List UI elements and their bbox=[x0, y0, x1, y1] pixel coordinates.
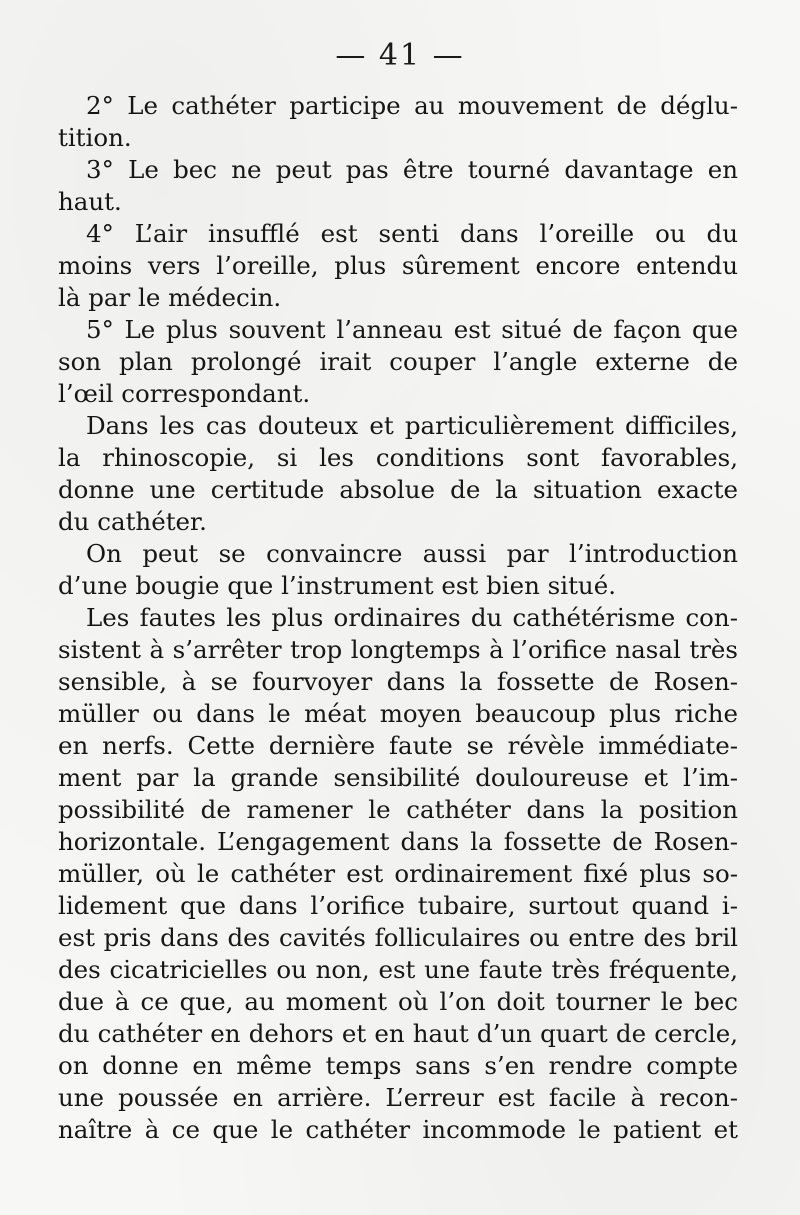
text-line: horizontale. L’engagement dans la fossette de Rosen- bbox=[58, 827, 738, 856]
body-text bbox=[58, 90, 738, 1146]
text-line: ment par la grande sensibilité douloureuse et l’im- bbox=[58, 763, 738, 792]
text-line: Les fautes les plus ordinaires du cathétérisme con- bbox=[86, 603, 738, 632]
text-line: là par le médecin. bbox=[58, 283, 282, 312]
text-line: Dans les cas douteux et particulièrement difficiles, bbox=[86, 411, 738, 440]
text-line: possibilité de ramener le cathéter dans la position bbox=[58, 795, 738, 824]
text-line: l’œil correspondant. bbox=[58, 379, 311, 408]
text-line: en nerfs. Cette dernière faute se révèle immédiate- bbox=[58, 731, 738, 760]
text-line: une poussée en arrière. L’erreur est facile à recon- bbox=[58, 1083, 738, 1112]
text-line: 4° L’air insufflé est senti dans l’oreille ou du bbox=[86, 219, 738, 248]
text-line: moins vers l’oreille, plus sûrement encore entendu bbox=[58, 251, 738, 280]
text-line: sistent à s’arrêter trop longtemps à l’orifice nasal très bbox=[58, 635, 738, 664]
text-line: sensible, à se fourvoyer dans la fossette de Rosen- bbox=[58, 667, 738, 696]
text-line: son plan prolongé irait couper l’angle externe de bbox=[58, 347, 738, 376]
text-line: du cathéter. bbox=[58, 507, 207, 536]
text-line: du cathéter en dehors et en haut d’un quart de cercle, bbox=[58, 1019, 738, 1048]
text-line: on donne en même temps sans s’en rendre compte bbox=[58, 1051, 738, 1080]
text-line: müller, où le cathéter est ordinairement fixé plus so- bbox=[58, 859, 738, 888]
page-number: — 41 — bbox=[335, 38, 465, 73]
text-line: d’une bougie que l’instrument est bien situé. bbox=[58, 571, 616, 600]
text-line: donne une certitude absolue de la situation exacte bbox=[58, 475, 738, 504]
text-line: haut. bbox=[58, 187, 122, 216]
text-line: 2° Le cathéter participe au mouvement de déglu- bbox=[86, 91, 738, 120]
text-line: la rhinoscopie, si les conditions sont favorables, bbox=[58, 443, 738, 472]
text-line: On peut se convaincre aussi par l’introduction bbox=[86, 539, 738, 568]
text-line: des cicatricielles ou non, est une faute très fréquente, bbox=[58, 955, 738, 984]
text-line: due à ce que, au moment où l’on doit tourner le bec bbox=[58, 987, 738, 1016]
text-line: 3° Le bec ne peut pas être tourné davantage en bbox=[86, 155, 738, 184]
text-line: lidement que dans l’orifice tubaire, surtout quand i- bbox=[58, 891, 738, 920]
text-line: müller ou dans le méat moyen beaucoup plus riche bbox=[58, 699, 738, 728]
text-line: naître à ce que le cathéter incommode le patient et bbox=[58, 1115, 738, 1144]
text-line: 5° Le plus souvent l’anneau est situé de façon que bbox=[86, 315, 738, 344]
text-line: est pris dans des cavités folliculaires ou entre des bril bbox=[58, 923, 738, 952]
text-line: tition. bbox=[58, 123, 132, 152]
